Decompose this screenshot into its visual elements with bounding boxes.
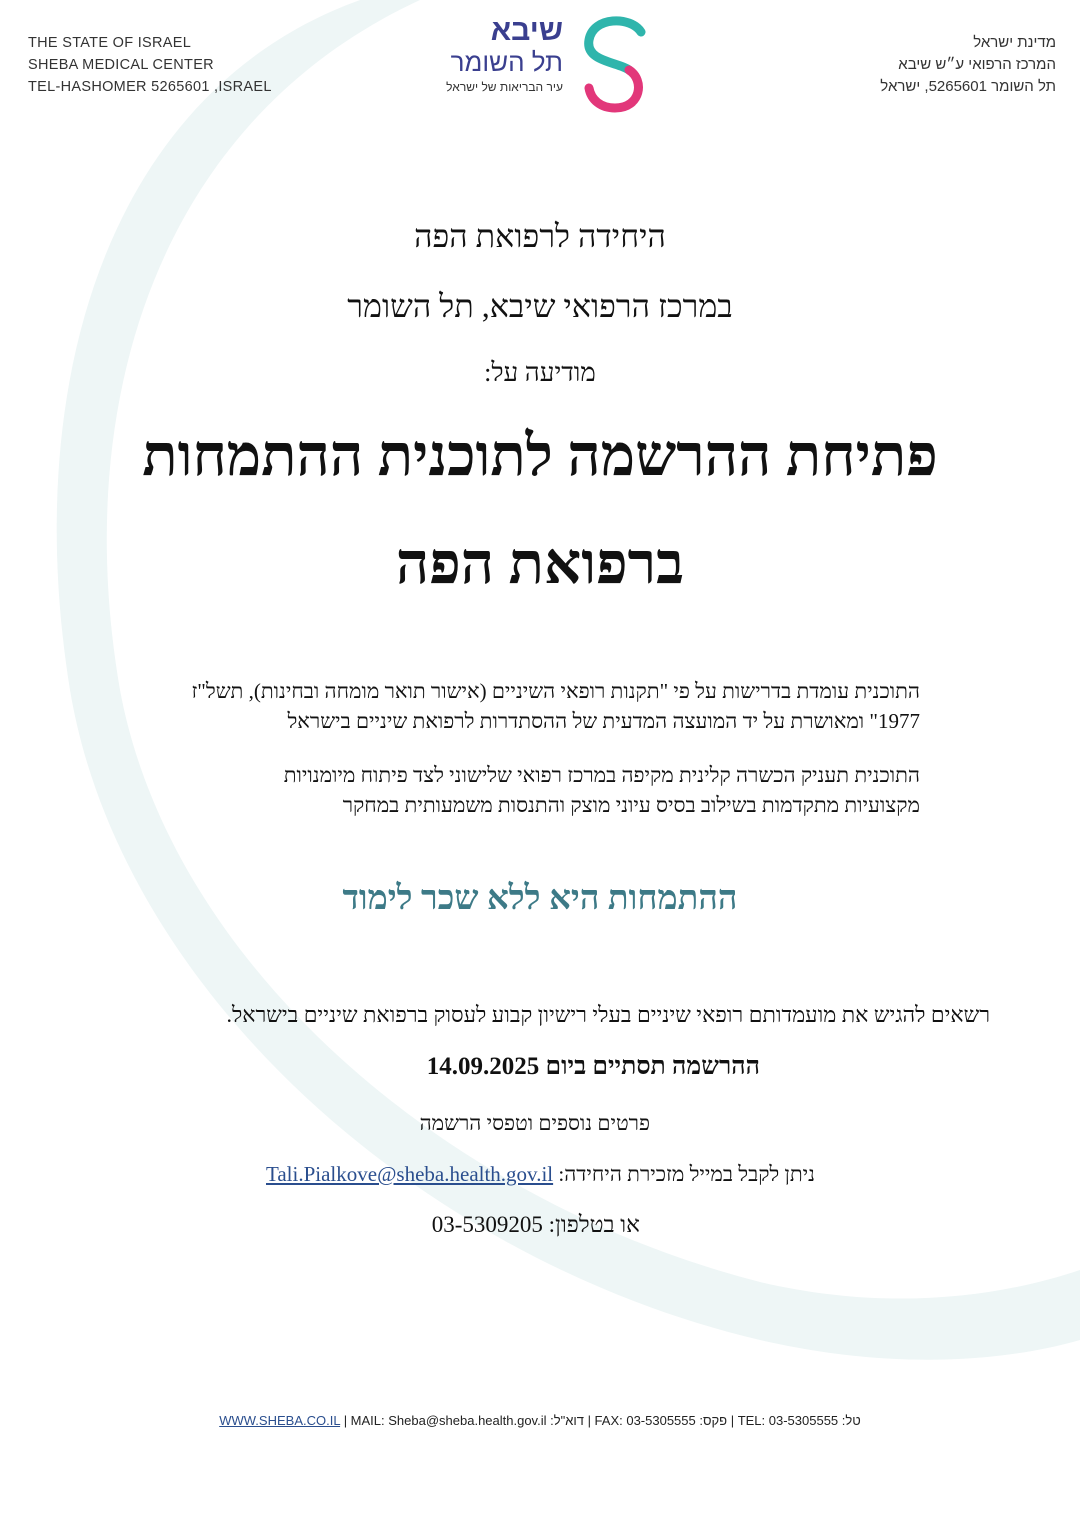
header-he-line: המרכז הרפואי ע״ש שיבא (898, 56, 1056, 73)
contact-email-line (230, 1162, 815, 1187)
footer-website-link[interactable]: WWW.SHEBA.CO.IL (219, 1413, 341, 1428)
announces-label: מודיעה על: (484, 358, 596, 387)
header-en-line: THE STATE OF ISRAEL (28, 35, 192, 51)
unit-name: היחידה לרפואת הפה (414, 218, 666, 254)
header-he-line: מדינת ישראל (973, 34, 1056, 51)
contact-email-label: ניתן לקבל במייל מזכירת היחידה: (558, 1162, 815, 1186)
header-hebrew-address (880, 32, 1056, 98)
center-name: במרכז הרפואי שיבא, תל השומר (347, 288, 733, 324)
program-description-paragraph: התוכנית תעניק הכשרה קלינית מקיפה במרכז רפואי שלישוני לצד פיתוח מיומנויות מקצועיות מתקדמות בשילוב בסיס עיוני מוצק והתנסות משמעותית במחקר (283, 763, 920, 817)
main-title-line-2: ברפואת הפה (395, 531, 685, 596)
header-en-line: TEL-HASHOMER 5265601 ,ISRAEL (28, 79, 272, 95)
details-heading: פרטים נוספים וטפסי הרשמה (419, 1111, 650, 1135)
no-tuition-highlight: ההתמחות היא ללא שכר לימוד (342, 880, 738, 917)
eligibility-text: רשאים להגיש את מועמדותם רופאי שיניים בעלי רישיון קבוע לעסוק ברפואת שיניים בישראל. (226, 1002, 990, 1027)
footer-contact-info: | MAIL: Sheba@sheba.health.gov.il :דוא"ל | FAX: 03-5305555 :פקס | TEL: 03-5305555 :טל (340, 1413, 861, 1428)
logo-tagline: עיר הבריאות של ישראל (446, 80, 563, 94)
sheba-logo (435, 14, 655, 114)
program-requirements-paragraph: התוכנית עומדת בדרישות על פי "תקנות רופאי השיניים (אישור תואר מומחה ובחינות), תשל"ז 1977" ומאושרת על יד המועצה המדעית של ההסתדרות לרפואת שיניים בישראל (191, 679, 920, 733)
sheba-s-logo-icon (575, 14, 655, 114)
logo-name: שיבא (490, 14, 563, 47)
header-english-address (28, 32, 272, 98)
registration-deadline: ההרשמה תסתיים ביום 14.09.2025 (426, 1053, 760, 1080)
contact-phone-line: או בטלפון: 03-5309205 (431, 1212, 640, 1237)
footer (0, 1413, 1080, 1428)
main-title-line-1: פתיחת ההרשמה לתוכנית ההתמחות (142, 423, 938, 488)
header-en-line: SHEBA MEDICAL CENTER (28, 57, 214, 73)
logo-subtitle: תל השומר (450, 47, 563, 77)
contact-email-link[interactable]: Tali.Pialkove@sheba.health.gov.il (266, 1162, 554, 1186)
header-he-line: תל השומר 5265601, ישראל (880, 78, 1056, 95)
